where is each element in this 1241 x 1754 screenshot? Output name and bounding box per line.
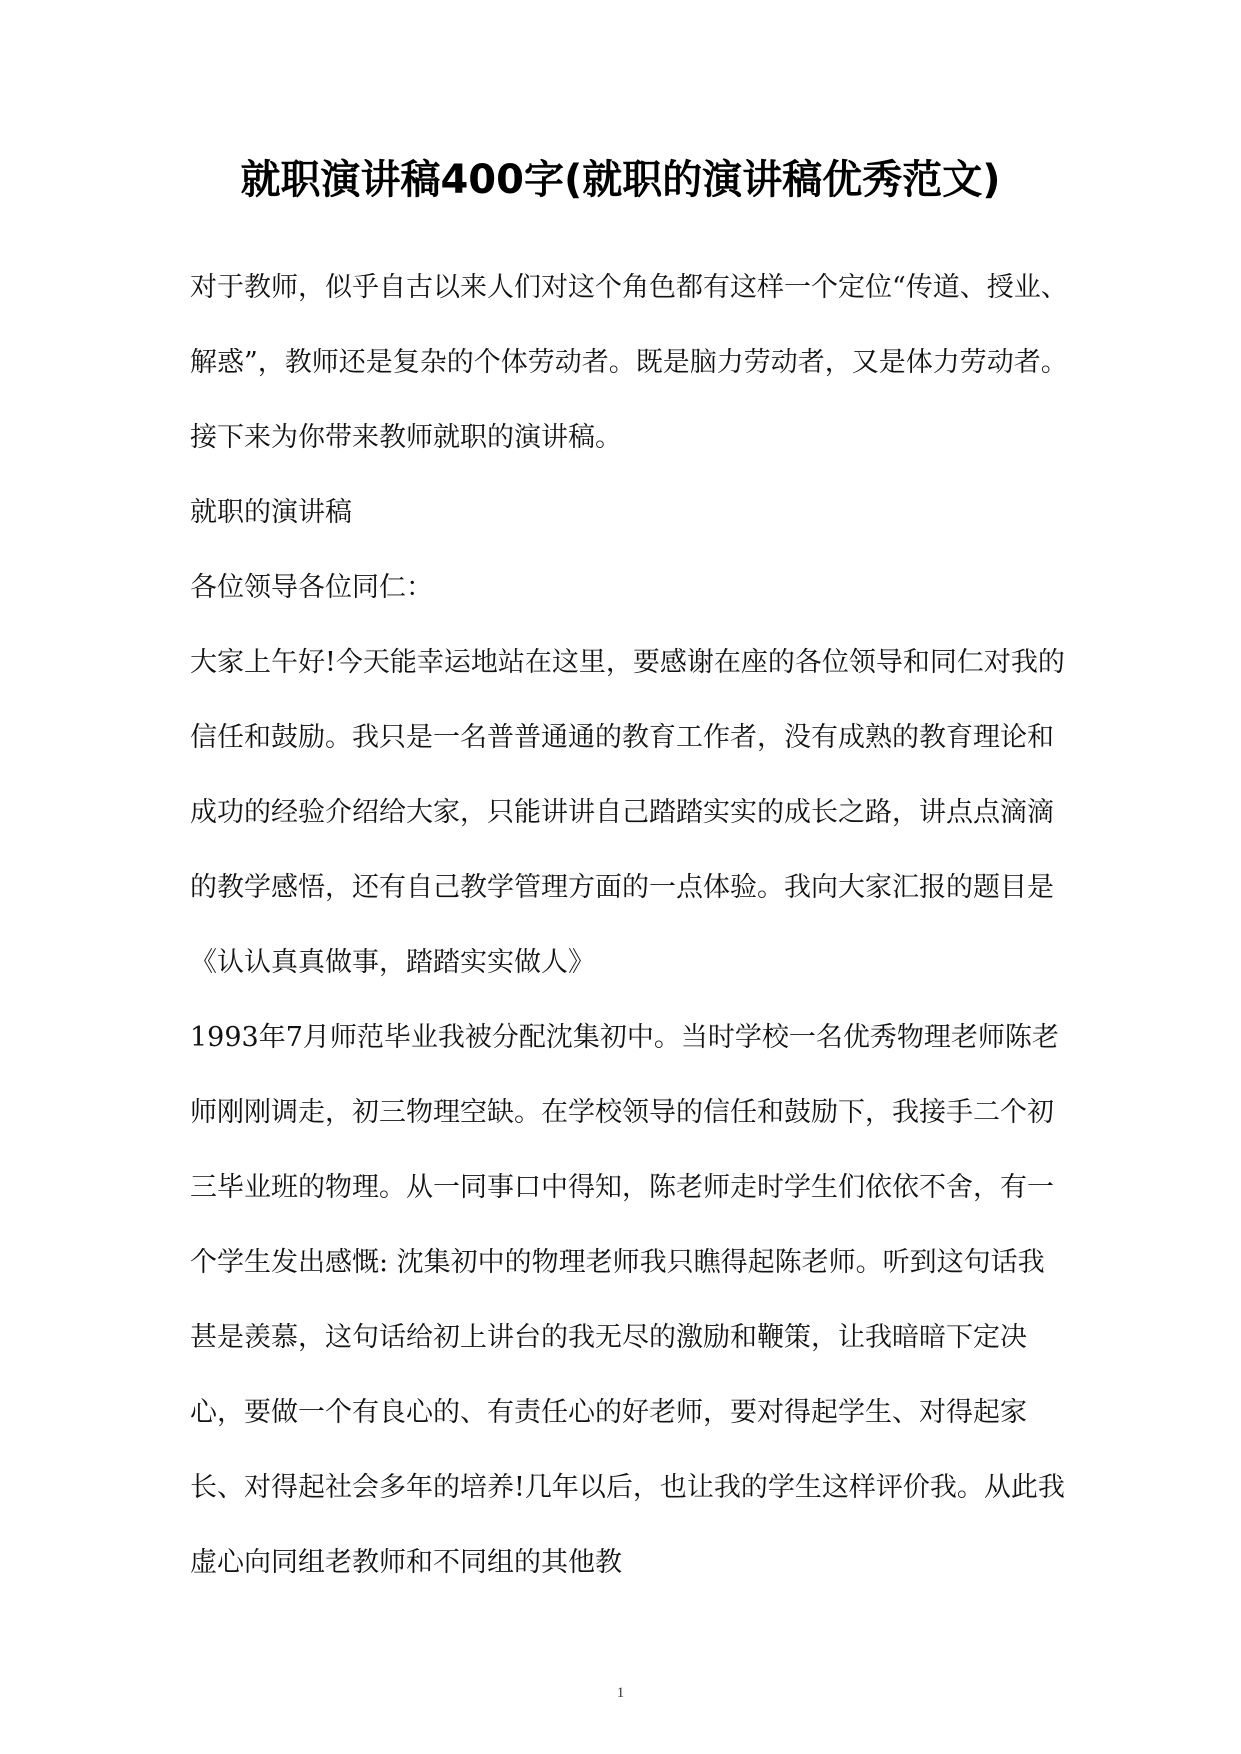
document-title: 就职演讲稿400字(就职的演讲稿优秀范文)	[240, 157, 1001, 203]
speech-paragraph: 大家上午好!今天能幸运地站在这里，要感谢在座的各位领导和同仁对我的信任和鼓励。我只是一名普普通通的教育工作者，没有成熟的教育理论和成功的经验介绍给大家，只能讲讲自己踏踏实实的成长之路，讲点点滴滴的教学感悟，还有自己教学管理方面的一点体验。我向大家汇报的题目是《认认真真做事，踏踏实实做人》	[190, 647, 1065, 978]
intro-paragraph: 对于教师，似乎自古以来人们对这个角色都有这样一个定位“传道、授业、解惑”，教师还是复杂的个体劳动者。既是脑力劳动者，又是体力劳动者。接下来为你带来教师就职的演讲稿。	[190, 272, 1068, 453]
document-body	[190, 250, 1070, 1600]
speech-paragraph: 1993年7月师范毕业我被分配沈集初中。当时学校一名优秀物理老师陈老师刚刚调走，初三物理空缺。在学校领导的信任和鼓励下，我接手二个初三毕业班的物理。从一同事口中得知，陈老师走时学生们依依不舍，有一个学生发出感慨: 沈集初中的物理老师我只瞧得起陈老师。听到这句话我甚是羡慕，这句话给初上讲台的我无尽的激励和鞭策，让我暗暗下定决心，要做一个有良心的、有责任心的好老师，要对得起学生、对得起家长、对得起社会多年的培养!几年以后，也让我的学生这样评价我。从此我虚心向同组老教师和不同组的其他教	[190, 1022, 1065, 1578]
page-number: 1	[616, 1685, 625, 1701]
salutation: 各位领导各位同仁：	[190, 572, 433, 603]
section-heading: 就职的演讲稿	[190, 497, 352, 528]
